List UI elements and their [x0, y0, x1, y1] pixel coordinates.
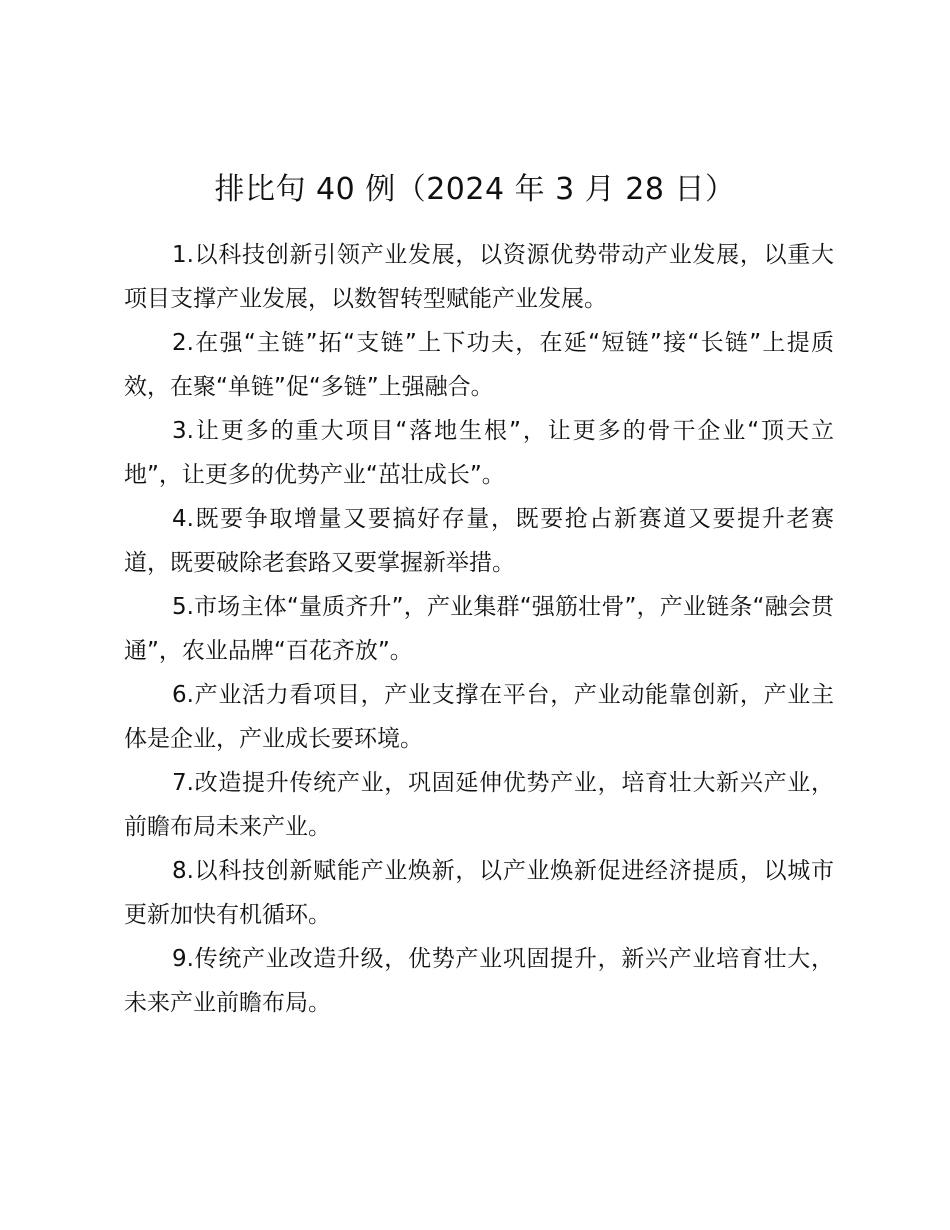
paragraph-9: 9.传统产业改造升级，优势产业巩固提升，新兴产业培育壮大，未来产业前瞻布局。	[124, 946, 834, 1016]
paragraph-1: 1.以科技创新引领产业发展，以资源优势带动产业发展，以重大项目支撑产业发展，以数智转型赋能产业发展。	[124, 242, 834, 312]
document-body	[124, 234, 834, 1026]
paragraph-6: 6.产业活力看项目，产业支撑在平台，产业动能靠创新，产业主体是企业，产业成长要环境。	[124, 682, 834, 752]
paragraph-2: 2.在强“主链”拓“支链”上下功夫，在延“短链”接“长链”上提质效，在聚“单链”促“多链”上强融合。	[124, 330, 834, 400]
paragraph-8: 8.以科技创新赋能产业焕新，以产业焕新促进经济提质，以城市更新加快有机循环。	[124, 858, 834, 928]
paragraph-7: 7.改造提升传统产业，巩固延伸优势产业，培育壮大新兴产业，前瞻布局未来产业。	[124, 770, 834, 840]
paragraph-3: 3.让更多的重大项目“落地生根”，让更多的骨干企业“顶天立地”，让更多的优势产业“茁壮成长”。	[124, 418, 834, 488]
paragraph-5: 5.市场主体“量质齐升”，产业集群“强筋壮骨”，产业链条“融会贯通”，农业品牌“百花齐放”。	[124, 594, 834, 664]
paragraph-4: 4.既要争取增量又要搞好存量，既要抢占新赛道又要提升老赛道，既要破除老套路又要掌握新举措。	[124, 506, 834, 576]
document-title: 排比句 40 例（2024 年 3 月 28 日）	[214, 172, 736, 207]
